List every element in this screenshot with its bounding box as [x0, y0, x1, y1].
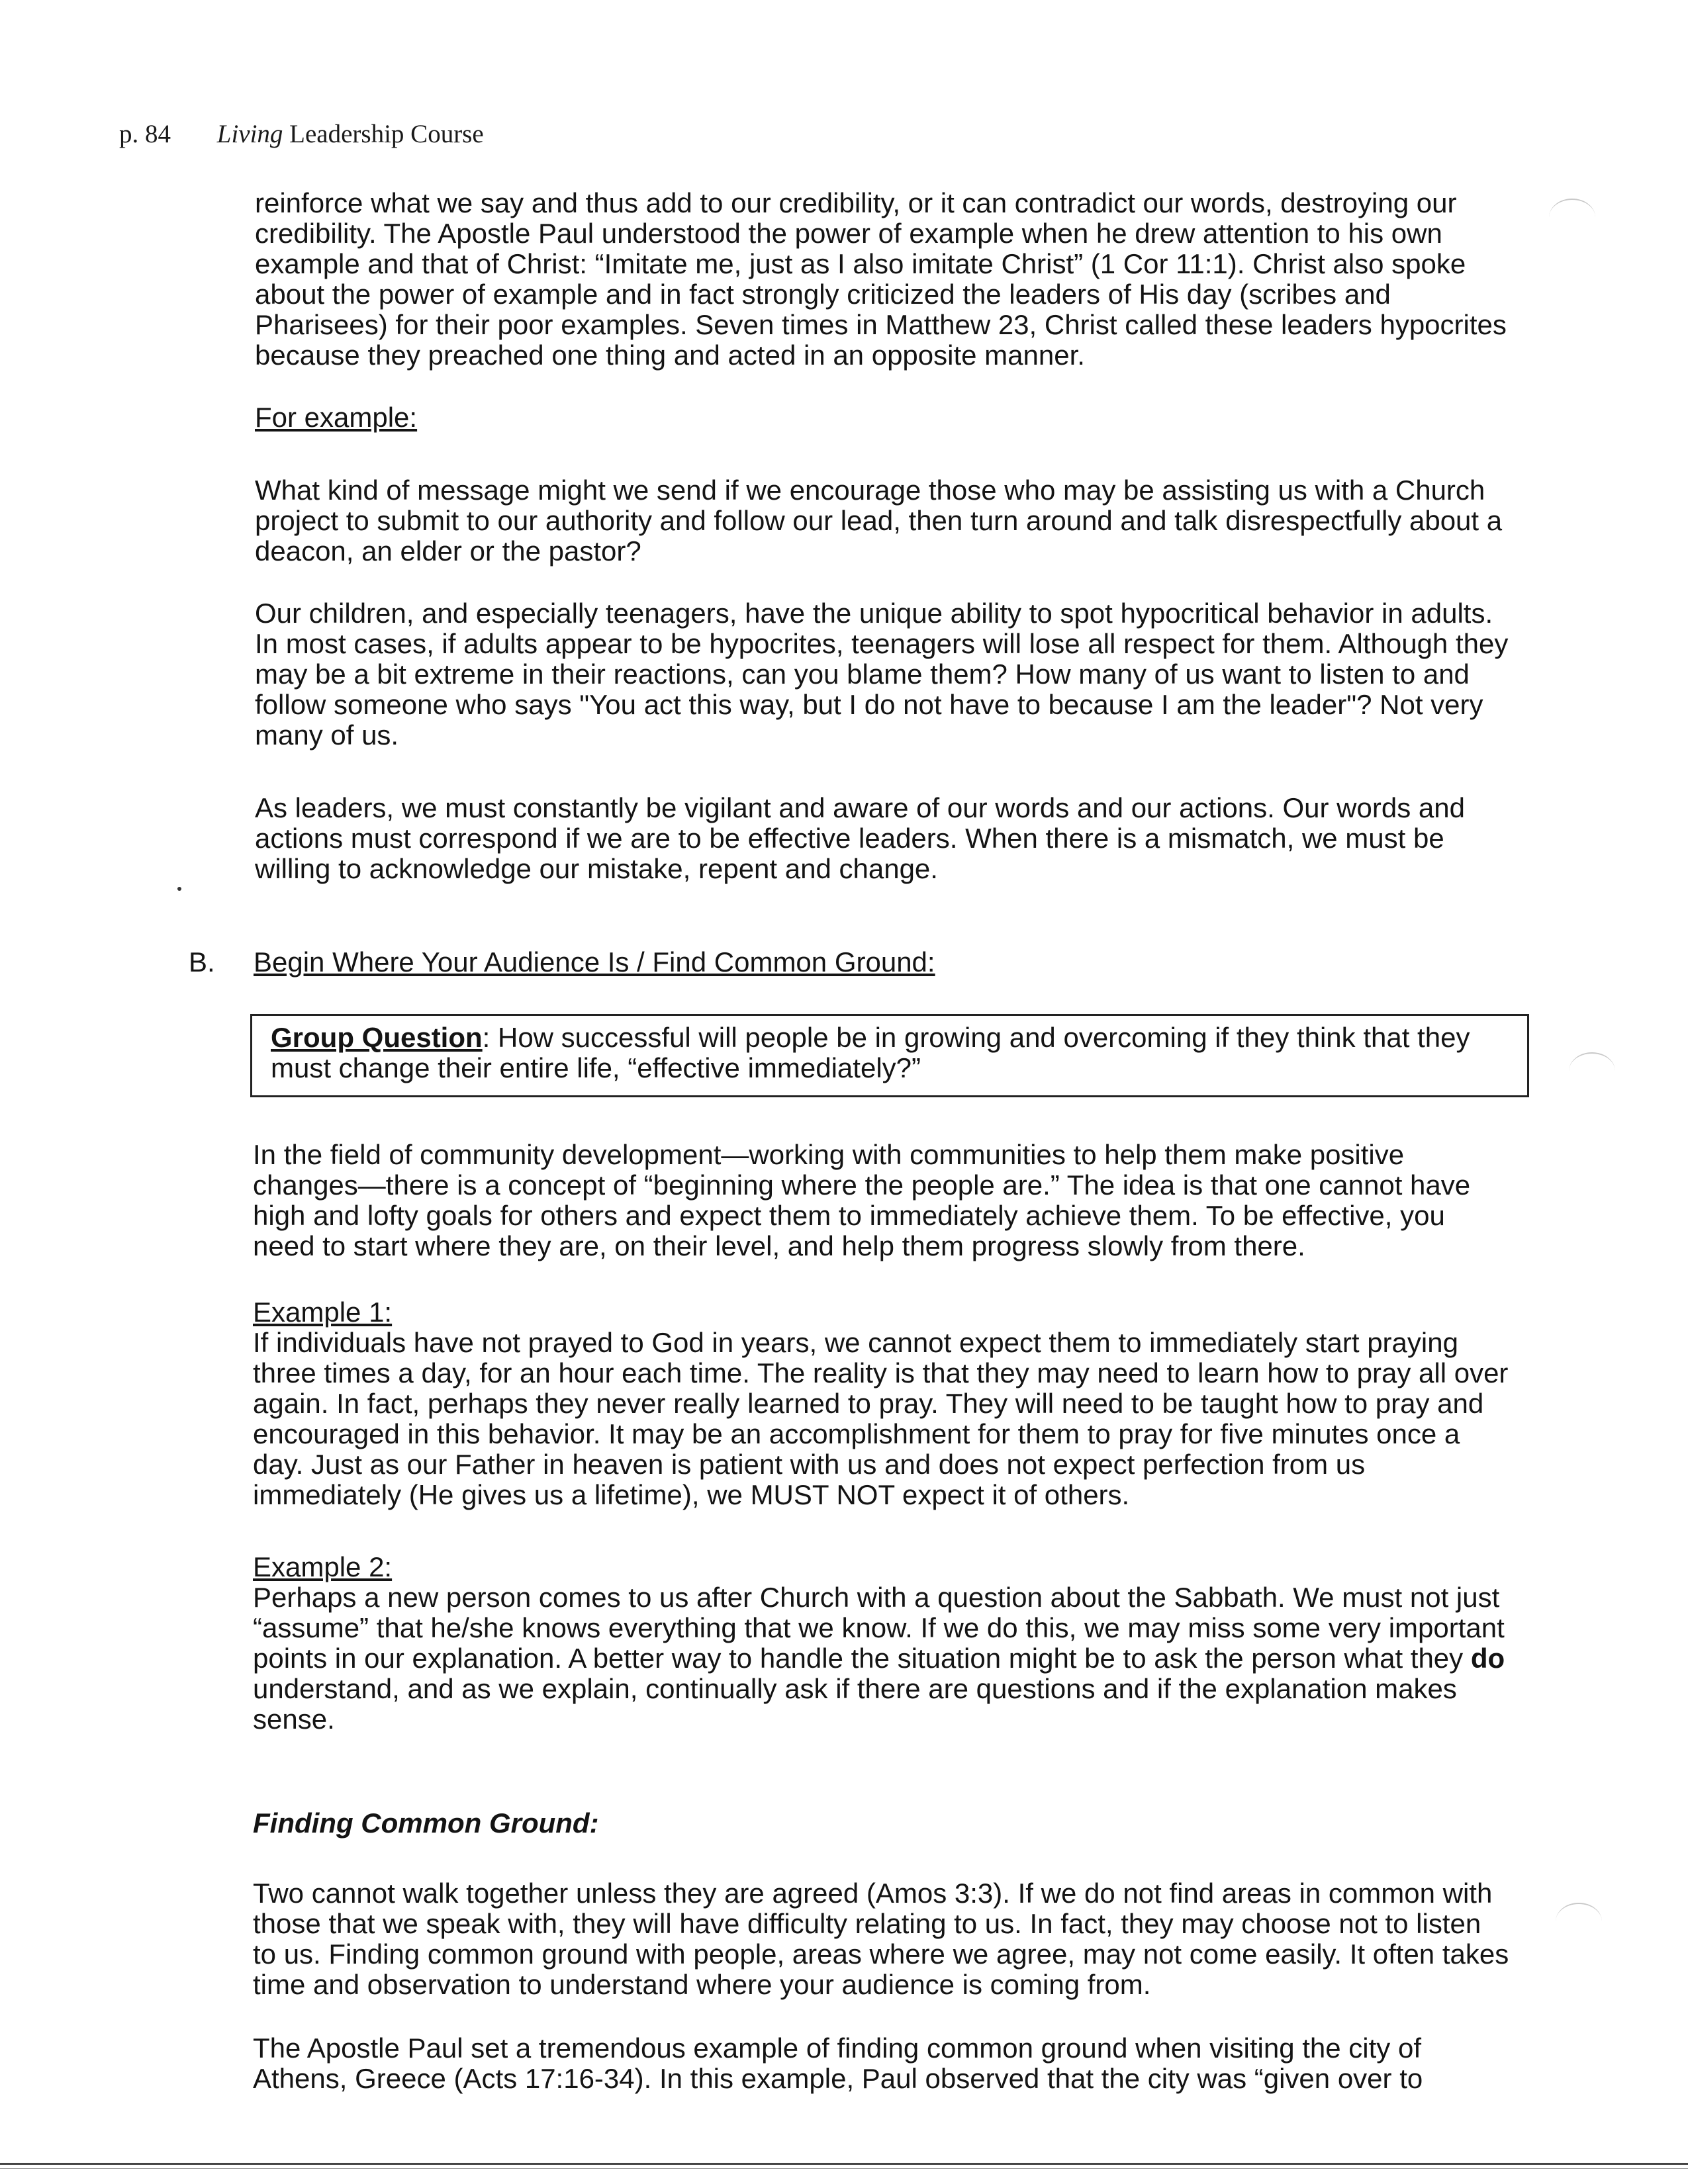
example1-label: Example 1: [253, 1297, 393, 1328]
group-question-text: How successful will people be in growing and overcoming if they think that they must change their entire life, “effective immediately?” [271, 1022, 1470, 1083]
example2-label: Example 2: [253, 1551, 393, 1582]
scan-speck [177, 887, 181, 891]
paragraph-teenagers: Our children, and especially teenagers, have the unique ability to spot hypocritical behavior in adults. In most cases, if adults appear to be hypocrites, teenagers will lose all respect for them. Although they may be a bit extreme in their reactions, can you blame them? How many of us want to listen to and follow someone who says "You act this way, but I do not have to because I am the leader"? Not very many of us. [255, 598, 1509, 751]
group-question-box [250, 1014, 1529, 1097]
paragraph-two-cannot-walk: Two cannot walk together unless they are agreed (Amos 3:3). If we do not find areas in common with those that we speak with, they will have difficulty relating to us. In fact, they may choose not to listen to us. Finding common ground with people, areas where we agree, may not come easily. It often takes time and observation to understand where your audience is coming from. [253, 1878, 1509, 2000]
punch-hole-mark [1556, 1903, 1602, 1940]
punch-hole-mark [1569, 1052, 1615, 1090]
finding-common-ground-heading: Finding Common Ground: [253, 1807, 599, 1839]
punch-hole-mark [1549, 199, 1595, 236]
paragraph-vigilant: As leaders, we must constantly be vigilant and aware of our words and our actions. Our words and actions must correspond if we are to be effective leaders. When there is a mismatch, we must be willing to acknowledge our mistake, repent and change. [255, 792, 1465, 884]
course-title-italic: Living [216, 120, 283, 148]
section-letter: B. [189, 946, 215, 978]
for-example-label: For example: [255, 402, 418, 433]
bottom-scan-edge-secondary [0, 2168, 1688, 2169]
page-header [119, 119, 484, 149]
example2-bold-do: do [1470, 1643, 1505, 1674]
page-number: p. 84 [119, 120, 171, 148]
paragraph-message: What kind of message might we send if we encourage those who may be assisting us with a Church project to submit to our authority and follow our lead, then turn around and talk disrespectfully about a deacon, an elder or the pastor? [255, 475, 1503, 567]
example2-text-b: understand, and as we explain, continually ask if there are questions and if the explanation makes sense. [253, 1673, 1457, 1735]
group-question-colon: : [482, 1022, 491, 1053]
paragraph-credibility: reinforce what we say and thus add to our credibility, or it can contradict our words, destroying our credibility. The Apostle Paul understood the power of example when he drew attention to his own example and that of Christ: “Imitate me, just as I also imitate Christ” (1 Cor 11:1). Christ also spoke about the power of example and in fact strongly criticized the leaders of His day (scribes and Pharisees) for their poor examples. Seven times in Matthew 23, Christ called these leaders hypocrites because they preached one thing and acted in an opposite manner. [255, 187, 1507, 371]
group-question-label: Group Question [271, 1022, 483, 1053]
example1-text: If individuals have not prayed to God in years, we cannot expect them to immediately start praying three times a day, for an hour each time. The reality is that they may need to learn how to pray all over again. In fact, perhaps they never really learned to pray. They will need to be taught how to pray and encouraged in this behavior. It may be an accomplishment for them to pray for five minutes once a day. Just as our Father in heaven is patient with us and does not expect perfection from us immediately (He gives us a lifetime), we MUST NOT expect it of others. [253, 1327, 1509, 1510]
paragraph-community-development: In the field of community development—working with communities to help them make positive changes—there is a concept of “beginning where the people are.” The idea is that one cannot have high and lofty goals for others and expect them to immediately achieve them. To be effective, you need to start where they are, on their level, and help them progress slowly from there. [253, 1139, 1471, 1261]
example2-text-a: Perhaps a new person comes to us after Church with a question about the Sabbath. We must not just “assume” that he/she knows everything that we know. If we do this, we may miss some very important points in our explanation. A better way to handle the situation might be to ask the person what they [253, 1582, 1505, 1674]
bottom-scan-edge [0, 2163, 1688, 2165]
paragraph-apostle-paul-athens: The Apostle Paul set a tremendous example of finding common ground when visiting the city of Athens, Greece (Acts 17:16-34). In this example, Paul observed that the city was “given over to [253, 2032, 1423, 2094]
example2-text [253, 1582, 1511, 1735]
course-title-rest: Leadership Course [289, 120, 484, 148]
section-title: Begin Where Your Audience Is / Find Common Ground: [254, 946, 935, 978]
